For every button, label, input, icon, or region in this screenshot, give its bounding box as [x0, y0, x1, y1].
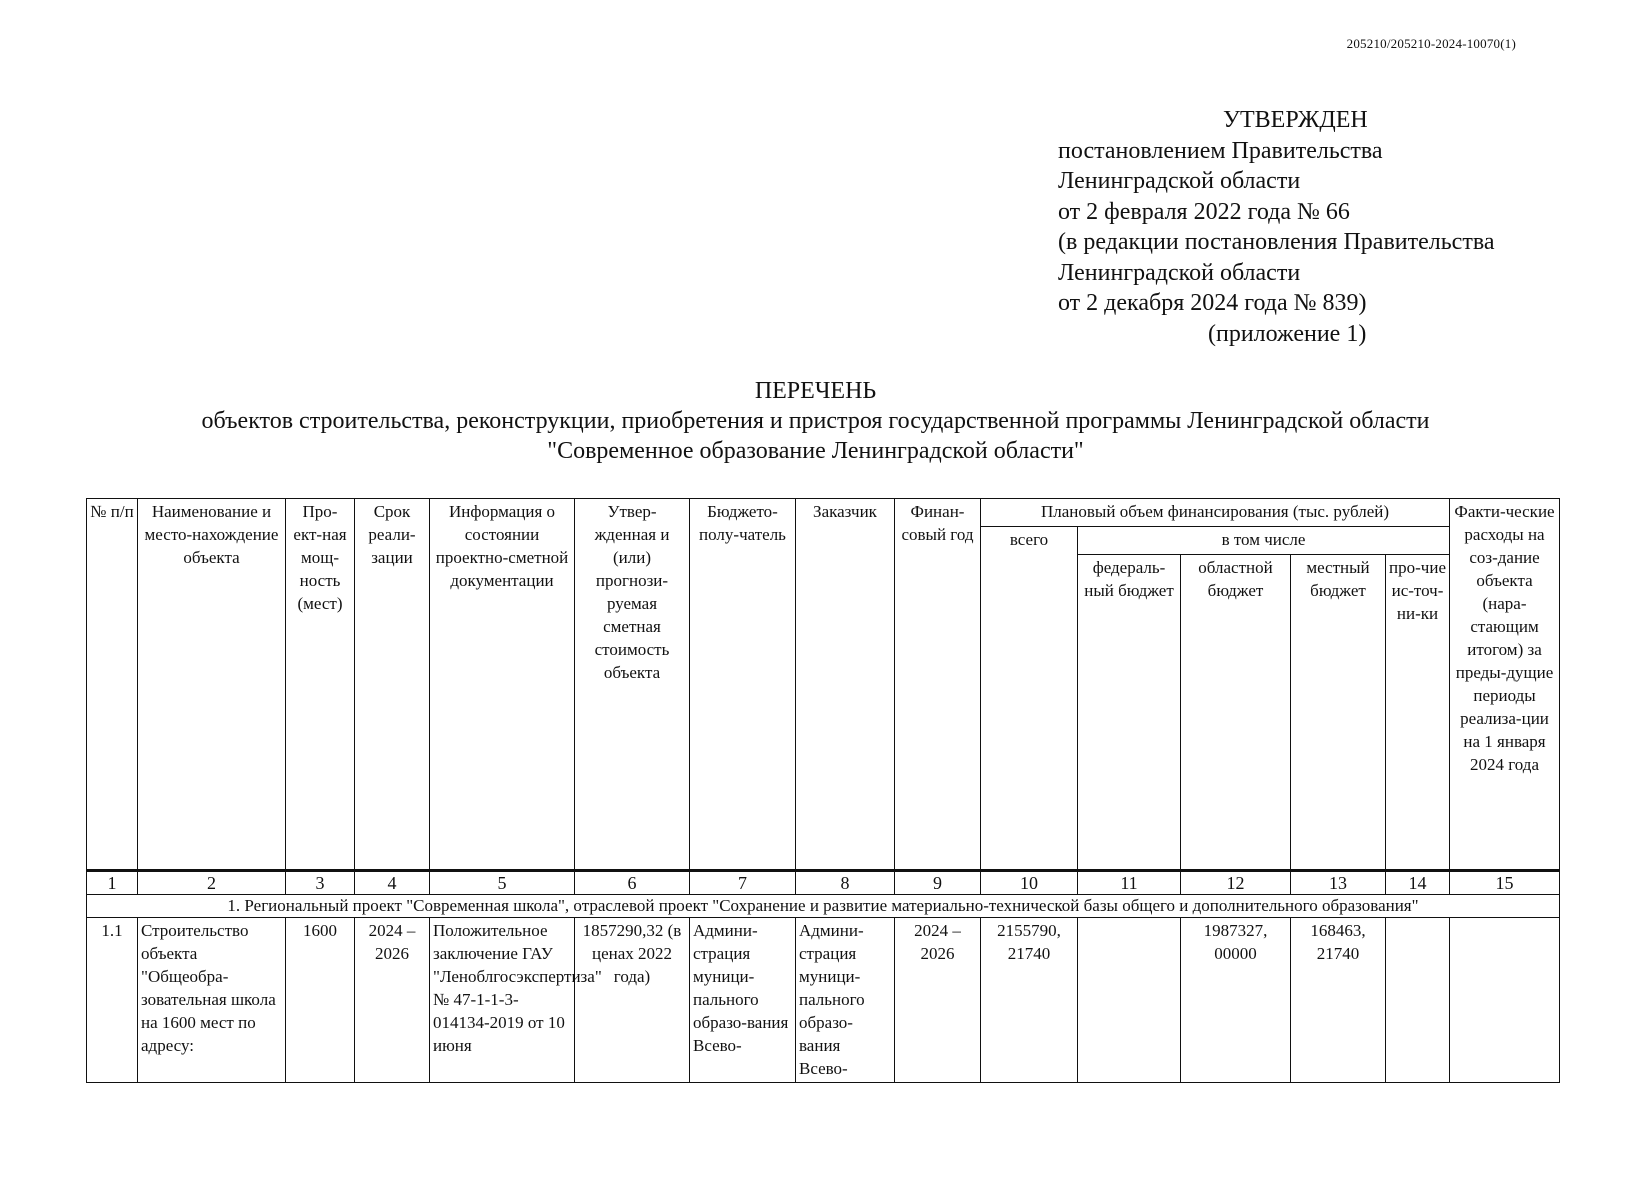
header-local: местный бюджет	[1291, 555, 1386, 871]
cell-recipient: Админи-страция муници-пального образо-вания Всево-	[690, 918, 796, 1083]
column-number: 14	[1386, 871, 1450, 895]
approved-label: УТВЕРЖДЕН	[1223, 107, 1368, 133]
column-number: 11	[1078, 871, 1181, 895]
header-cost: Утвер-жденная и (или) прогнози-руемая сметная стоимость объекта	[575, 499, 690, 871]
column-number: 12	[1181, 871, 1291, 895]
approval-line-2: Ленинградской области	[1058, 168, 1301, 194]
cell-total: 2155790, 21740	[981, 918, 1078, 1083]
header-actual-expenses: Факти-ческие расходы на соз-дание объекта (нара-стающим итогом) за преды-дущие периоды реализа-ции на 1 января 2024 года	[1450, 499, 1560, 871]
column-number: 8	[796, 871, 895, 895]
header-capacity: Про-ект-ная мощ-ность (мест)	[286, 499, 355, 871]
cell-fin-year: 2024 – 2026	[895, 918, 981, 1083]
header-psd-info: Информация о состоянии проектно-сметной документации	[430, 499, 575, 871]
header-including: в том числе	[1078, 527, 1450, 555]
column-number: 2	[138, 871, 286, 895]
approval-stamp	[1058, 105, 1528, 349]
approval-line-5: Ленинградской области	[1058, 259, 1301, 286]
header-period: Срок реали-зации	[355, 499, 430, 871]
approval-line-4: (в редакции постановления Правительства	[1058, 229, 1495, 255]
cell-psd-info: Положительное заключение ГАУ "Леноблгосэкспертиза" № 47-1-1-3-014134-2019 от 10 июня	[430, 918, 575, 1083]
document-title	[0, 376, 1631, 466]
column-number: 1	[87, 871, 138, 895]
column-number: 15	[1450, 871, 1560, 895]
table-row	[87, 918, 1560, 1083]
header-row-top	[87, 499, 1560, 527]
column-number: 4	[355, 871, 430, 895]
title-line-2: "Современное образование Ленинградской области"	[547, 438, 1084, 464]
header-recipient: Бюджето-полу-чатель	[690, 499, 796, 871]
cell-name: Строительство объекта "Общеобра-зовательная школа на 1600 мест по адресу:	[138, 918, 286, 1083]
header-num: № п/п	[87, 499, 138, 871]
approval-line-3: от 2 февраля 2022 года № 66	[1058, 198, 1350, 225]
objects-table	[86, 498, 1560, 1083]
column-number: 6	[575, 871, 690, 895]
cell-customer: Админи-страция муници-пального образо-вания Всево-	[796, 918, 895, 1083]
cell-cost: 1857290,32 (в ценах 2022 года)	[575, 918, 690, 1083]
cell-local: 168463, 21740	[1291, 918, 1386, 1083]
cell-capacity: 1600	[286, 918, 355, 1083]
title-heading: ПЕРЕЧЕНЬ	[754, 378, 877, 404]
section-title: 1. Региональный проект "Современная школа", отраслевой проект "Сохранение и развитие материально-технической базы общего и дополнительного образования"	[87, 895, 1560, 918]
cell-period: 2024 – 2026	[355, 918, 430, 1083]
column-number: 3	[286, 871, 355, 895]
column-number: 13	[1291, 871, 1386, 895]
header-other: про-чие ис-точ-ни-ки	[1386, 555, 1450, 871]
header-regional: областной бюджет	[1181, 555, 1291, 871]
annex-label: (приложение 1)	[1208, 320, 1367, 347]
header-name: Наименование и место-нахождение объекта	[138, 499, 286, 871]
document-id: 205210/205210-2024-10070(1)	[1346, 36, 1516, 51]
cell-num: 1.1	[87, 918, 138, 1083]
cell-federal	[1078, 918, 1181, 1083]
header-fin-year: Финан-совый год	[895, 499, 981, 871]
header-planned-financing: Плановый объем финансирования (тыс. рублей)	[981, 499, 1450, 527]
column-number-row	[87, 871, 1560, 895]
column-number: 5	[430, 871, 575, 895]
column-number: 9	[895, 871, 981, 895]
cell-actual	[1450, 918, 1560, 1083]
header-total: всего	[981, 527, 1078, 871]
header-customer: Заказчик	[796, 499, 895, 871]
header-federal: федераль-ный бюджет	[1078, 555, 1181, 871]
column-number: 7	[690, 871, 796, 895]
title-line-1: объектов строительства, реконструкции, приобретения и пристроя государственной программы Ленинградской области	[201, 408, 1430, 434]
cell-regional: 1987327, 00000	[1181, 918, 1291, 1083]
cell-other	[1386, 918, 1450, 1083]
approval-line-6: от 2 декабря 2024 года № 839)	[1058, 290, 1367, 316]
section-row	[87, 895, 1560, 918]
approval-line-1: постановлением Правительства	[1058, 137, 1383, 164]
column-number: 10	[981, 871, 1078, 895]
